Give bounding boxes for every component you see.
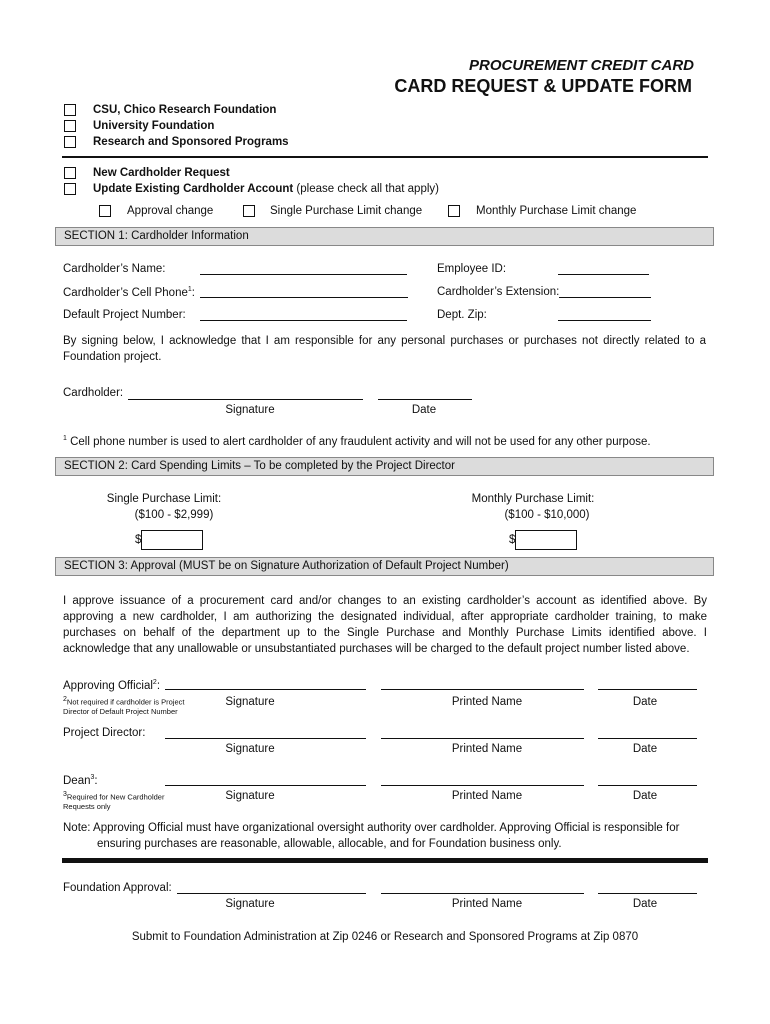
approval-note-line2: ensuring purchases are reasonable, allowable, allocable, and for Foundation business only. [97,838,562,850]
approving-official-signature-caption: Signature [225,696,275,708]
cardholder-signature-label: Cardholder: [63,387,124,399]
foundation-signature-field[interactable] [177,893,366,894]
approving-official-date-field[interactable] [598,689,697,690]
cell-phone-footnote-ref: 1 [187,286,192,293]
cell-phone-label-colon: : [191,286,195,299]
dean-label: Dean$^3$: [63,774,98,787]
section1-header: SECTION 1: Cardholder Information [55,227,714,246]
monthly-limit-input[interactable] [515,530,577,550]
approving-official-signature-field[interactable] [165,689,366,690]
foundation-signature-caption: Signature [225,898,275,910]
dean-date-caption: Date [632,790,658,802]
dean-note [63,790,173,811]
project-director-label: Project Director: [63,727,146,739]
acknowledgement-text: By signing below, I acknowledge that I am responsible for any personal purchases or purchases not directly related to a Foundation project. [63,335,706,363]
approving-official-label-text: Approving Official [63,679,153,692]
single-limit-range: ($100 - $2,999) [134,509,214,521]
update-existing-label: Update Existing Cardholder Account [93,183,294,195]
employee-id-field[interactable] [558,274,649,275]
org-checkbox-university-foundation[interactable] [64,120,76,132]
new-cardholder-label: New Cardholder Request [93,167,230,179]
monthly-limit-currency: $ [509,534,516,546]
cell-phone-label [63,286,195,299]
single-limit-change-label: Single Purchase Limit change [270,205,423,217]
foundation-approval-label: Foundation Approval: [63,882,172,894]
org-label-university-foundation: University Foundation [93,120,215,132]
org-checkbox-research-foundation[interactable] [64,104,76,116]
update-existing-checkbox[interactable] [64,183,76,195]
single-limit-label: Single Purchase Limit: [106,493,222,505]
monthly-limit-change-checkbox[interactable] [448,205,460,217]
project-director-date-field[interactable] [598,738,697,739]
dean-signature-field[interactable] [165,785,366,786]
approving-official-name-field[interactable] [381,689,584,690]
foundation-date-caption: Date [632,898,658,910]
cell-phone-footnote-text: Cell phone number is used to alert cardholder of any fraudulent activity and will not be used for any other purpose. [70,435,651,448]
update-existing-row [93,183,439,195]
monthly-limit-range: ($100 - $10,000) [504,509,590,521]
approval-change-label: Approval change [127,205,214,217]
approving-official-label: Approving Official$^2$: [63,679,161,692]
extension-field[interactable] [559,297,651,298]
approval-text: I approve issuance of a procurement card and/or changes to an existing cardholder’s account as identified above. By approving a new cardholder, I am authorizing the designated individual, after appropriate cardholder training, to make purchases on behalf of the department up to the Single Purchase and Monthly Purchase Limits identified above. I acknowledge that any unallowable or unsubstantiated purchases will be charged to the default project number listed above. [63,595,707,655]
approving-official-name-caption: Printed Name [451,696,523,708]
project-director-signature-field[interactable] [165,738,366,739]
approving-official-note [63,695,198,716]
dean-name-caption: Printed Name [451,790,523,802]
approving-official-footnote-ref: 2 [152,679,157,686]
monthly-limit-change-label: Monthly Purchase Limit change [476,205,637,217]
org-label-research-foundation: CSU, Chico Research Foundation [93,104,277,116]
approving-official-date-caption: Date [632,696,658,708]
foundation-name-caption: Printed Name [451,898,523,910]
update-existing-note: (please check all that apply) [296,183,439,195]
cardholder-name-field[interactable] [200,274,407,275]
cardholder-date-caption: Date [411,404,437,416]
monthly-limit-label: Monthly Purchase Limit: [471,493,595,505]
submit-instructions: Submit to Foundation Administration at Zip 0246 or Research and Sponsored Programs at Zip 0870 [131,931,639,943]
form-title-line1: PROCUREMENT CREDIT CARD [469,57,694,74]
section2-header: SECTION 2: Card Spending Limits – To be completed by the Project Director [55,457,714,476]
cardholder-signature-field[interactable] [128,399,363,400]
foundation-date-field[interactable] [598,893,697,894]
cell-phone-field[interactable] [200,297,408,298]
employee-id-label: Employee ID: [437,263,507,275]
single-limit-change-checkbox[interactable] [243,205,255,217]
dept-zip-field[interactable] [558,320,651,321]
single-limit-input[interactable] [141,530,203,550]
dept-zip-label: Dept. Zip: [437,309,487,321]
dean-date-field[interactable] [598,785,697,786]
cardholder-date-field[interactable] [378,399,472,400]
dean-name-field[interactable] [381,785,584,786]
org-checkbox-rsp[interactable] [64,136,76,148]
approving-official-note-mark: 2 [63,696,67,703]
project-director-date-caption: Date [632,743,658,755]
divider-bottom [62,858,708,863]
form-title-line2: CARD REQUEST & UPDATE FORM [394,76,692,96]
dean-label-text: Dean [63,774,91,787]
single-limit-currency: $ [135,534,142,546]
approval-note-line1: Note: Approving Official must have organizational oversight authority over cardholder. Approving Official is responsible for [63,822,680,834]
approval-change-checkbox[interactable] [99,205,111,217]
divider-top [62,156,708,158]
approving-official-note-text: Not required if cardholder is Project Director of Default Project Number [63,697,185,716]
cell-phone-label-text: Cardholder’s Cell Phone [63,286,188,299]
cardholder-name-label: Cardholder’s Name: [63,263,166,275]
dean-footnote-ref: 3 [90,774,95,781]
dean-signature-caption: Signature [225,790,275,802]
cell-phone-footnote [63,435,651,448]
default-project-label: Default Project Number: [63,309,186,321]
dean-note-mark: 3 [63,791,67,798]
project-director-name-caption: Printed Name [451,743,523,755]
default-project-field[interactable] [200,320,407,321]
project-director-name-field[interactable] [381,738,584,739]
section3-header: SECTION 3: Approval (MUST be on Signature Authorization of Default Project Number) [55,557,714,576]
dean-note-text: Required for New Cardholder Requests only [63,792,165,811]
cell-phone-footnote-mark: 1 [63,435,67,442]
extension-label: Cardholder’s Extension: [437,286,560,298]
org-label-rsp: Research and Sponsored Programs [93,136,289,148]
new-cardholder-checkbox[interactable] [64,167,76,179]
project-director-signature-caption: Signature [225,743,275,755]
cardholder-signature-caption: Signature [225,404,275,416]
foundation-name-field[interactable] [381,893,584,894]
